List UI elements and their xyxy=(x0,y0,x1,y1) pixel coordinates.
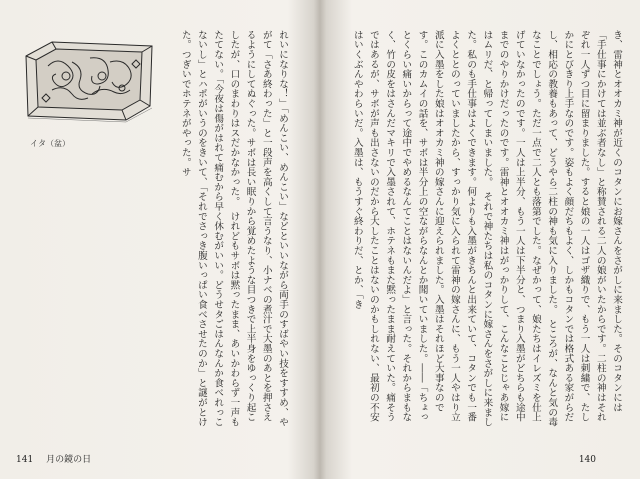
running-title: 月の鏡の日 xyxy=(46,455,92,465)
right-page-number: 140 xyxy=(578,455,596,465)
right-page xyxy=(320,0,640,479)
illustration-caption: イタ（盆） xyxy=(30,139,70,148)
left-page-footer xyxy=(16,452,101,465)
left-page-number: 141 xyxy=(16,455,34,465)
left-page-body-text: れいになりな！」「めんこい、めんこい」などといいながら両手のすばやい技をすすめ、やがて「さあ終わった」と一段声を高くして言うなり、小ナベの煮汁で大墨のあとを押さえるようにしてぬぐった。サボは長い眠りから覚めたような目つきで上半身をゆっくり起こしたが、口のまわりはスだかなかった。 けれどもサボは黙ったまま、あいかわらず一声もたてない。「今夜は傷がはれて痛むから早く休むがいい。どうせタごはんなんか食べれっこないし」とハポがいうのをきいて、「それでさっき腹いっぱい食べさせたのか」と謎がとけた。つぎいでホテネがやった。サ xyxy=(179,30,288,427)
right-page-body-text: き、雷神とオオカミ神が近くのコタンにお嫁さんをさがしに来ました。そのコタンには「手仕事にかけては並ぶ者なし」と称賛される二人の娘がいたからです。二柱の神はそれぞれ一人ずつ目に留まりました。すると娘の一人はゴザ織りで、もう一人は刺繍で、たしかにとびきり上手なのです。姿もよく顔だちもよく、しかもコタンでは格式ある家がらだし、相応の教養もあって、どうやら二柱の神も気に入りました。 ところが、なんと気の毒なことでしょう。ただ一点で二人とも落第でした。なぜかって、娘たちはイレズミを仕上げていなかったのです。一人は上半分、もう一人は下半分と、つまり入墨がどちらも途中までのやりかけだったのです。雷神とオオカミ神はがっかりして、こんなことじゃあ嫁にはムリだ、と帰ってしまいました。 それで神たちは私のコタンに嫁さんをさがしに来ました。私のも手仕事はよくできます。何よりも入墨がきちんと出来ていて、コタンでも一番よくととのっていましたから、すっかり気に入られて雷神の嫁さんに、もう一人やはり立派に入墨をした娘はオオカミ神の嫁さんに迎えられました。入墨はそれほど大事なのです。このカムイの話を、サボは半分上の空ながらなんとか聞いていました。――「ちょっとくらい痛いからって途中でやめるなんてことはないんだよ」と言った。それからまもなく、竹の皮をはさんだマキリで入墨されて、ホテネもまた黙ったまま耐えていた。痛そうではあるが、サボが声も出さないのだから大したことはないのかもしれない、最初の不安はいくぶんやわらいだ。入墨は、もうすぐ終わりだ、とか、「き xyxy=(351,30,622,427)
